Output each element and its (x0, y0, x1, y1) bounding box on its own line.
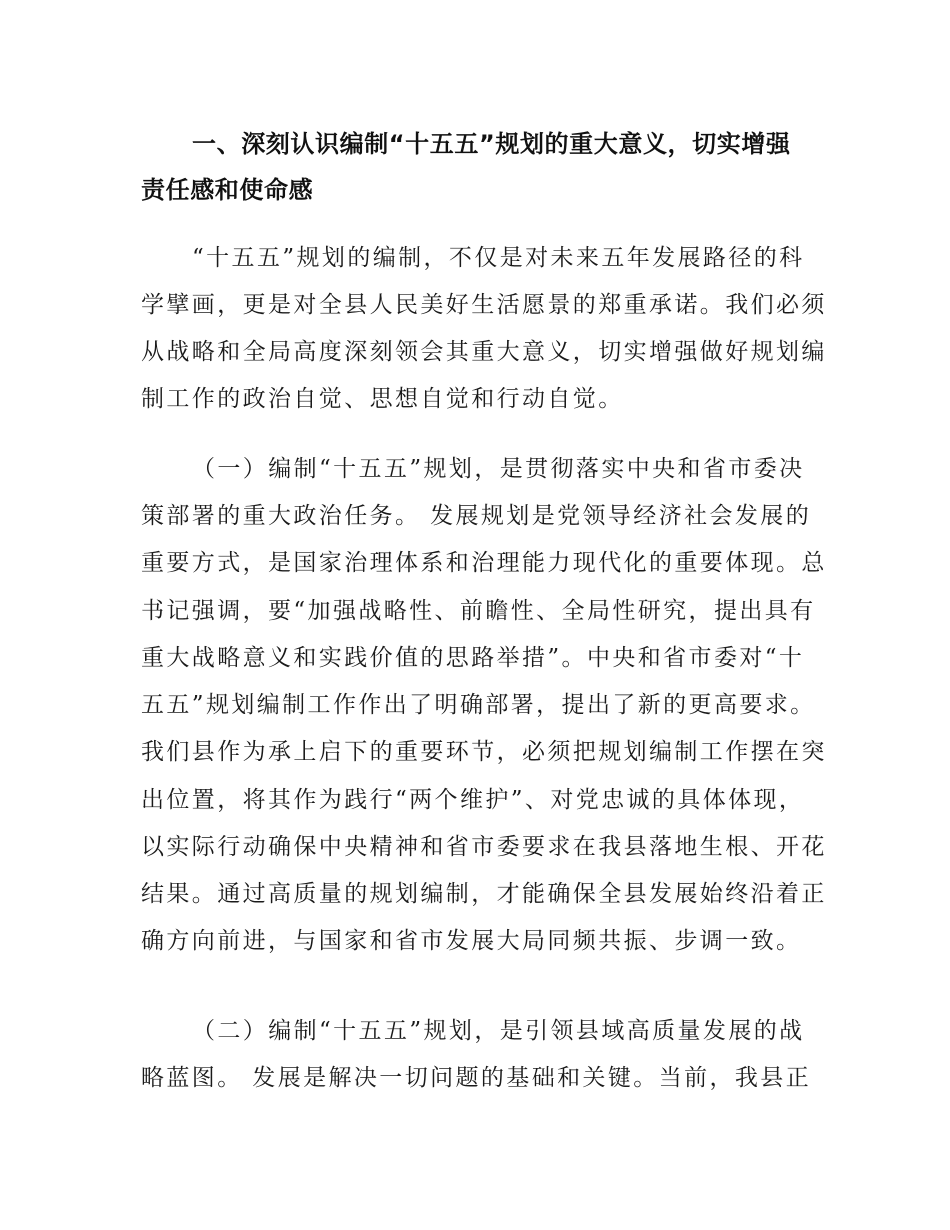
paragraph-2-line-10: 结果。通过高质量的规划编制，才能确保全县发展始终沿着正 (141, 881, 827, 907)
paragraph-2-line-3: 重要方式，是国家治理体系和治理能力现代化的重要体现。总 (141, 550, 827, 576)
paragraph-1-line-1: “十五五”规划的编制，不仅是对未来五年发展路径的科 (192, 245, 805, 271)
paragraph-2-line-1: （一）编制“十五五”规划，是贯彻落实中央和省市委决 (192, 456, 805, 482)
section-heading-line-1: 一、深刻认识编制“十五五”规划的重大意义，切实增强 (192, 130, 791, 158)
paragraph-2-line-4: 书记强调，要“加强战略性、前瞻性、全局性研究，提出具有 (141, 598, 816, 624)
paragraph-3-line-1: （二）编制“十五五”规划，是引领县域高质量发展的战 (192, 1018, 805, 1044)
paragraph-2-line-2: 策部署的重大政治任务。 发展规划是党领导经济社会发展的 (141, 503, 812, 529)
paragraph-2-line-5: 重大战略意义和实践价值的思路举措”。中央和省市委对“十 (141, 645, 805, 671)
paragraph-1-line-2: 学擘画，更是对全县人民美好生活愿景的郑重承诺。我们必须 (141, 292, 827, 318)
paragraph-2-line-9: 以实际行动确保中央精神和省市委要求在我县落地生根、开花 (141, 834, 827, 860)
paragraph-1-line-3: 从战略和全局高度深刻领会其重大意义，切实增强做好规划编 (141, 339, 827, 365)
paragraph-2-line-6: 五五”规划编制工作作出了明确部署，提出了新的更高要求。 (141, 692, 816, 718)
paragraph-2-line-8: 出位置，将其作为践行“两个维护”、对党忠诚的具体体现， (141, 787, 805, 813)
paragraph-2-line-11: 确方向前进，与国家和省市发展大局同频共振、步调一致。 (141, 928, 802, 954)
paragraph-3-line-2: 略蓝图。 发展是解决一切问题的基础和关键。当前，我县正 (141, 1065, 812, 1091)
section-heading-line-2: 责任感和使命感 (141, 176, 314, 204)
paragraph-2-line-7: 我们县作为承上启下的重要环节，必须把规划编制工作摆在突 (141, 739, 827, 765)
paragraph-1-line-4: 制工作的政治自觉、思想自觉和行动自觉。 (141, 386, 624, 412)
